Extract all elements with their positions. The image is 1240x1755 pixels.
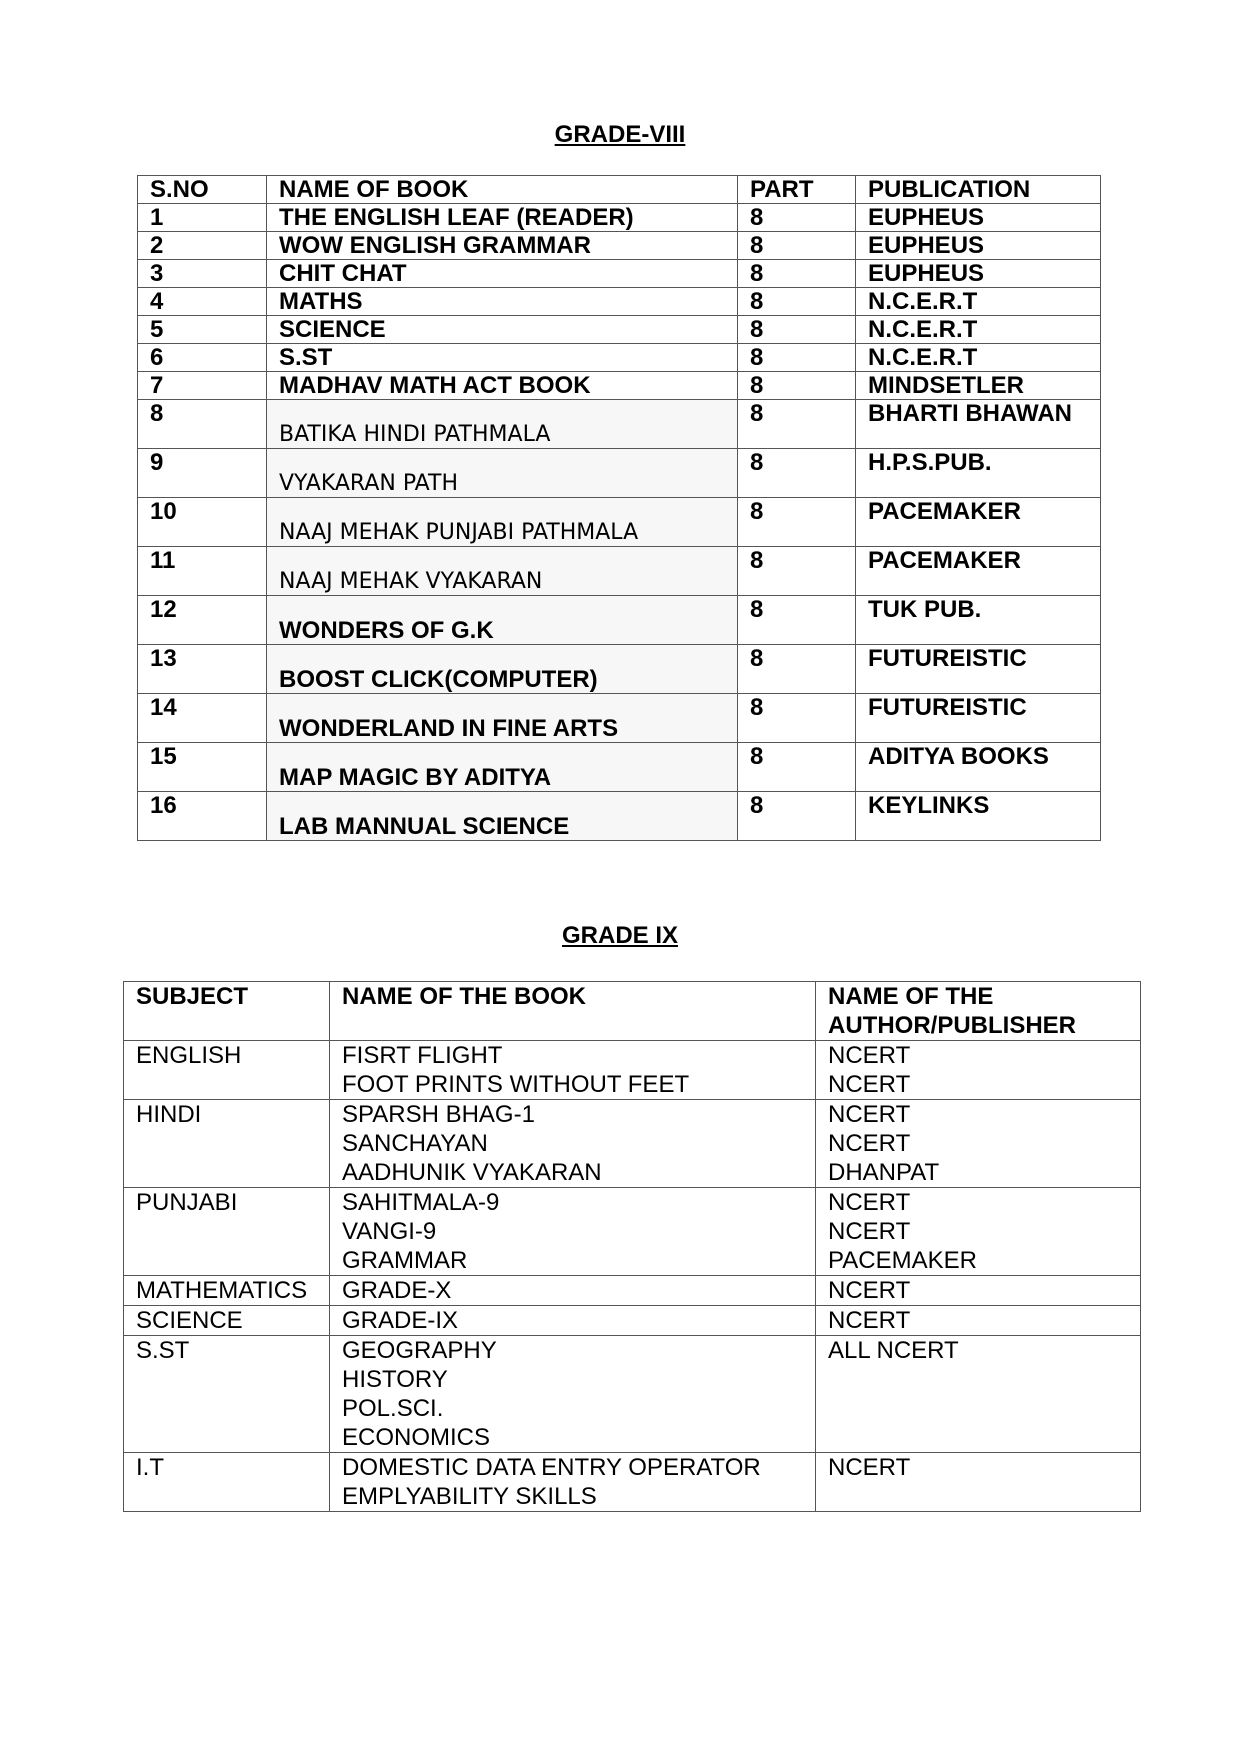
part-cell: 8 [738, 449, 856, 498]
publication-cell: PACEMAKER [856, 547, 1101, 596]
part-cell: 8 [738, 645, 856, 694]
book-name-text: LAB MANNUAL SCIENCE [279, 813, 570, 840]
publisher-list-cell [816, 1041, 1141, 1100]
book-title: VANGI-9 [342, 1218, 437, 1245]
part-cell: 8 [738, 204, 856, 232]
table-row [138, 288, 1101, 316]
part-cell: 8 [738, 498, 856, 547]
publication-cell: FUTUREISTIC [856, 694, 1101, 743]
book-name-cell [267, 694, 738, 743]
header-line: AUTHOR/PUBLISHER [828, 1012, 1077, 1039]
book-list-cell [330, 1188, 816, 1276]
book-list-cell [330, 1100, 816, 1188]
part-cell: 8 [738, 372, 856, 400]
column-header-book-name: NAME OF BOOK [267, 176, 738, 204]
book-name-text: WONDERS OF G.K [279, 617, 494, 644]
book-name-text: MADHAV MATH ACT BOOK [279, 372, 591, 399]
serial-number-cell: 8 [138, 400, 267, 449]
column-header-book-name: NAME OF THE BOOK [330, 982, 816, 1041]
book-name-text: SCIENCE [279, 316, 386, 343]
book-title: FISRT FLIGHT [342, 1042, 503, 1069]
grade-9-heading: GRADE IX [561, 922, 678, 949]
book-title: FOOT PRINTS WITHOUT FEET [342, 1071, 690, 1098]
publisher-name: ALL NCERT [828, 1337, 959, 1364]
table-row [138, 232, 1101, 260]
book-list-cell [330, 1336, 816, 1453]
book-title: EMPLYABILITY SKILLS [342, 1483, 597, 1510]
book-name-cell [267, 344, 738, 372]
publisher-name: PACEMAKER [828, 1247, 977, 1274]
publisher-list-cell [816, 1188, 1141, 1276]
book-name-text: S.ST [279, 344, 333, 371]
publisher-name: NCERT [828, 1307, 911, 1334]
table-row [124, 1188, 1141, 1276]
publication-cell: N.C.E.R.T [856, 316, 1101, 344]
grade-8-book-table [137, 175, 1101, 841]
book-list-cell [330, 1041, 816, 1100]
table-row [138, 400, 1101, 449]
serial-number-cell: 10 [138, 498, 267, 547]
table-row [138, 694, 1101, 743]
book-name-text: VYAKARAN PATH [279, 471, 458, 496]
publisher-name: NCERT [828, 1454, 911, 1481]
subject-cell: ENGLISH [124, 1041, 330, 1100]
header-line: NAME OF THE [828, 983, 994, 1010]
book-list-cell [330, 1453, 816, 1512]
table-row [138, 260, 1101, 288]
column-header-subject: SUBJECT [124, 982, 330, 1041]
serial-number-cell: 1 [138, 204, 267, 232]
serial-number-cell: 11 [138, 547, 267, 596]
book-name-cell [267, 645, 738, 694]
column-header-publication: PUBLICATION [856, 176, 1101, 204]
serial-number-cell: 6 [138, 344, 267, 372]
table-header-row [124, 982, 1141, 1041]
book-name-text: NAAJ MEHAK PUNJABI PATHMALA [279, 520, 639, 545]
table-row [138, 792, 1101, 841]
table-row [138, 316, 1101, 344]
table-header-row [138, 176, 1101, 204]
part-cell: 8 [738, 232, 856, 260]
publication-cell: FUTUREISTIC [856, 645, 1101, 694]
publisher-name: NCERT [828, 1130, 911, 1157]
book-name-cell [267, 498, 738, 547]
serial-number-cell: 4 [138, 288, 267, 316]
book-list-cell [330, 1276, 816, 1306]
part-cell: 8 [738, 792, 856, 841]
part-cell: 8 [738, 344, 856, 372]
book-name-cell [267, 204, 738, 232]
book-name-text: BOOST CLICK(COMPUTER) [279, 666, 598, 693]
table-row [138, 372, 1101, 400]
table-row [138, 547, 1101, 596]
grade-8-heading: GRADE-VIII [554, 121, 686, 148]
book-name-text: MATHS [279, 288, 363, 315]
publisher-name: NCERT [828, 1071, 911, 1098]
publication-cell: EUPHEUS [856, 260, 1101, 288]
publisher-name: DHANPAT [828, 1159, 940, 1186]
book-name-cell [267, 316, 738, 344]
table-row [138, 743, 1101, 792]
subject-cell: HINDI [124, 1100, 330, 1188]
publisher-list-cell [816, 1100, 1141, 1188]
table-row [124, 1276, 1141, 1306]
table-row [124, 1453, 1141, 1512]
serial-number-cell: 3 [138, 260, 267, 288]
serial-number-cell: 9 [138, 449, 267, 498]
book-name-cell [267, 596, 738, 645]
publication-cell: N.C.E.R.T [856, 288, 1101, 316]
publication-cell: BHARTI BHAWAN [856, 400, 1101, 449]
part-cell: 8 [738, 316, 856, 344]
book-name-cell [267, 288, 738, 316]
book-name-text: CHIT CHAT [279, 260, 407, 287]
publication-cell: MINDSETLER [856, 372, 1101, 400]
publication-cell: PACEMAKER [856, 498, 1101, 547]
book-title: SAHITMALA-9 [342, 1189, 500, 1216]
table-row [138, 645, 1101, 694]
serial-number-cell: 7 [138, 372, 267, 400]
book-title: DOMESTIC DATA ENTRY OPERATOR [342, 1454, 761, 1481]
book-name-cell [267, 232, 738, 260]
book-title: AADHUNIK VYAKARAN [342, 1159, 602, 1186]
book-name-text: THE ENGLISH LEAF (READER) [279, 204, 634, 231]
table-row [124, 1100, 1141, 1188]
publisher-list-cell [816, 1276, 1141, 1306]
book-title: HISTORY [342, 1366, 448, 1393]
publisher-name: NCERT [828, 1101, 911, 1128]
part-cell: 8 [738, 596, 856, 645]
book-list-cell [330, 1306, 816, 1336]
publisher-name: NCERT [828, 1218, 911, 1245]
book-title: POL.SCI. [342, 1395, 444, 1422]
table-row [138, 596, 1101, 645]
grade-9-book-table [123, 981, 1141, 1512]
publication-cell: N.C.E.R.T [856, 344, 1101, 372]
table-row [124, 1336, 1141, 1453]
column-header-part: PART [738, 176, 856, 204]
publication-cell: H.P.S.PUB. [856, 449, 1101, 498]
serial-number-cell: 14 [138, 694, 267, 743]
serial-number-cell: 12 [138, 596, 267, 645]
subject-cell: MATHEMATICS [124, 1276, 330, 1306]
table-row [138, 498, 1101, 547]
publication-cell: TUK PUB. [856, 596, 1101, 645]
part-cell: 8 [738, 694, 856, 743]
book-name-cell [267, 260, 738, 288]
book-title: GRADE-IX [342, 1307, 459, 1334]
book-title: ECONOMICS [342, 1424, 491, 1451]
subject-cell: I.T [124, 1453, 330, 1512]
publisher-name: NCERT [828, 1042, 911, 1069]
book-name-cell [267, 372, 738, 400]
part-cell: 8 [738, 288, 856, 316]
serial-number-cell: 16 [138, 792, 267, 841]
publisher-list-cell [816, 1306, 1141, 1336]
book-name-cell [267, 547, 738, 596]
table-row [138, 204, 1101, 232]
book-name-cell [267, 743, 738, 792]
serial-number-cell: 13 [138, 645, 267, 694]
book-name-text: WONDERLAND IN FINE ARTS [279, 715, 619, 742]
book-title: SANCHAYAN [342, 1130, 488, 1157]
serial-number-cell: 15 [138, 743, 267, 792]
publisher-list-cell [816, 1336, 1141, 1453]
book-name-cell [267, 449, 738, 498]
publication-cell: KEYLINKS [856, 792, 1101, 841]
part-cell: 8 [738, 743, 856, 792]
book-name-text: MAP MAGIC BY ADITYA [279, 764, 552, 791]
column-header-sno: S.NO [138, 176, 267, 204]
subject-cell: SCIENCE [124, 1306, 330, 1336]
subject-cell: S.ST [124, 1336, 330, 1453]
book-title: GRADE-X [342, 1277, 452, 1304]
publication-cell: EUPHEUS [856, 204, 1101, 232]
subject-cell: PUNJABI [124, 1188, 330, 1276]
serial-number-cell: 2 [138, 232, 267, 260]
book-title: SPARSH BHAG-1 [342, 1101, 535, 1128]
table-row [138, 344, 1101, 372]
column-header-author-publisher [816, 982, 1141, 1041]
publisher-name: NCERT [828, 1189, 911, 1216]
part-cell: 8 [738, 400, 856, 449]
book-name-text: BATIKA HINDI PATHMALA [279, 422, 551, 447]
table-row [138, 449, 1101, 498]
part-cell: 8 [738, 547, 856, 596]
book-title: GRAMMAR [342, 1247, 468, 1274]
book-name-text: WOW ENGLISH GRAMMAR [279, 232, 591, 259]
table-row [124, 1306, 1141, 1336]
book-name-cell [267, 792, 738, 841]
publication-cell: ADITYA BOOKS [856, 743, 1101, 792]
serial-number-cell: 5 [138, 316, 267, 344]
book-name-text: NAAJ MEHAK VYAKARAN [279, 569, 543, 594]
part-cell: 8 [738, 260, 856, 288]
book-name-cell [267, 400, 738, 449]
publication-cell: EUPHEUS [856, 232, 1101, 260]
publisher-name: NCERT [828, 1277, 911, 1304]
publisher-list-cell [816, 1453, 1141, 1512]
table-row [124, 1041, 1141, 1100]
book-title: GEOGRAPHY [342, 1337, 497, 1364]
